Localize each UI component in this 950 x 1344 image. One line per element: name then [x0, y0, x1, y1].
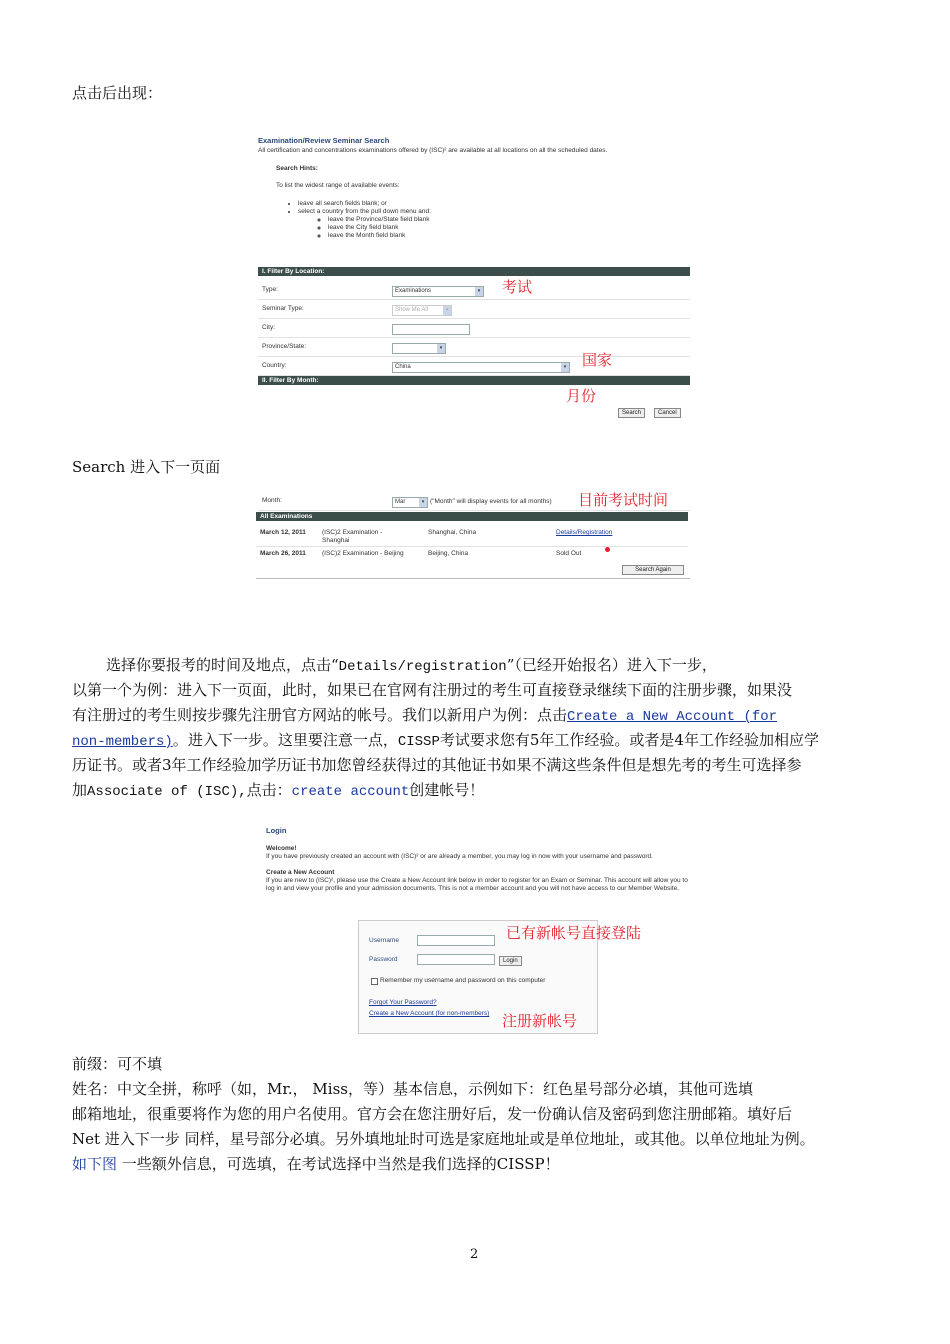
result-date: March 26, 2011 [260, 550, 306, 557]
login-title: Login [266, 826, 287, 835]
type-select[interactable]: Examinations ▾ [392, 286, 484, 297]
create-new-account-link[interactable]: Create a New Account (for non-members) [369, 1010, 490, 1017]
annotation-exam: 考试 [502, 278, 533, 296]
cancel-button[interactable]: Cancel [654, 408, 681, 418]
red-dot-marker [605, 547, 610, 552]
paragraph-line-2: 以第一个为例：进入下一页面，此时，如果已在官网有注册过的考生可直接登录继续下面的注册步骤，如果没 [72, 681, 793, 699]
result-location: Beijing, China [428, 550, 469, 557]
sub-hint-item: ◦ leave the City field blank [328, 224, 692, 232]
search-form-title: Examination/Review Seminar Search [258, 136, 390, 145]
prefix-line: 前缀：可不填 [72, 1055, 163, 1073]
search-hints-heading: Search Hints: [276, 165, 318, 172]
month-note: ("Month" will display events for all months) [430, 498, 552, 505]
hint-item: • leave all search fields blank; or [298, 200, 692, 208]
remember-checkbox[interactable] [371, 978, 378, 985]
seminar-type-select[interactable]: Show Me All ▾ [392, 305, 452, 316]
username-input[interactable] [417, 935, 495, 946]
results-header: All Examinations [256, 512, 688, 521]
chevron-down-icon: ▾ [561, 363, 569, 372]
results-screenshot [256, 512, 690, 579]
sub-hint-item: ◦ leave the Month field blank [328, 232, 692, 240]
figure-link[interactable]: 如下图 [72, 1155, 118, 1173]
email-line: 邮箱地址，很重要将作为您的用户名使用。官方会在您注册好后，发一份确认信及密码到您注册邮箱。填好后 [72, 1105, 793, 1123]
province-select[interactable] [392, 343, 446, 354]
chevron-down-icon: ▾ [419, 498, 427, 507]
extra-info-line: 如下图 一些额外信息，可选填，在考试选择中当然是我们选择的CISSP！ [72, 1155, 560, 1173]
forgot-password-link[interactable]: Forgot Your Password? [369, 999, 437, 1006]
search-button[interactable]: Search [618, 408, 645, 418]
paragraph-line-1: 选择你要报考的时间及地点，点击“Details/registration”（已经开始报名）进入下一步， [106, 656, 717, 675]
details-registration-link[interactable]: Details/Registration [556, 529, 613, 536]
hint-item: • select a country from the pull down menu and: [298, 208, 692, 216]
sold-out-status: Sold Out [556, 550, 582, 557]
create-account-link[interactable]: Create a New Account (for [567, 709, 778, 725]
paragraph-line-5: 历证书。或者3年工作经验加学历证书加您曾经获得过的其他证书如果不满这些条件但是想先考的考生可选择参 [72, 756, 802, 774]
search-next-text: Search 进入下一页面 [72, 458, 221, 476]
type-row: Type: Examinations ▾ [258, 281, 690, 300]
city-row: City: [258, 319, 690, 338]
search-form-subtitle: All certification and concentrations examinations offered by (ISC)² are available at all locations on all the scheduled dates. [258, 147, 608, 154]
login-box: Username Password Login Remember my username and password on this computer Forgot Your Password? Create a New Account (for non-members) [358, 920, 598, 1034]
create-account-link-cont[interactable]: non-members) [72, 734, 173, 750]
login-screenshot: Login Welcome! If you have previously created an account with (ISC)² or are already a member, you may log in now with your username and password. Create a New Account If you are new to (ISC)², please use the Create a New Account link below in order to register for an Exam or Seminar. This account will allow you to log in and view your profile and your admission documents. This is not a member account and you will not have access to our Member Website. Username Password Login Remember my username and password on this computer Forgot Your Password? Create a New Account (for non-members) [260, 826, 692, 1048]
annotation-login: 已有新帐号直接登陆 [506, 924, 642, 942]
paragraph-line-6: 加Associate of (ISC),点击：create account创建帐号！ [72, 781, 485, 800]
result-event: (ISC)2 Examination - Beijing [322, 550, 404, 557]
result-date: March 12, 2011 [260, 529, 306, 536]
name-line: 姓名：中文全拼，称呼（如，Mr.， Miss，等）基本信息，示例如下：红色星号部分必填，其他可选填 [72, 1080, 753, 1098]
filter-month-header: II. Filter By Month: [258, 376, 690, 385]
search-hints-intro: To list the widest range of available events: [276, 182, 400, 189]
annotation-country: 国家 [582, 351, 613, 369]
annotation-month: 月份 [566, 387, 597, 405]
chevron-down-icon: ▾ [475, 287, 483, 296]
search-again-button[interactable]: Search Again [622, 565, 684, 575]
result-location: Shanghai, China [428, 529, 477, 536]
login-button[interactable]: Login [499, 956, 522, 966]
month-select[interactable]: Mar ▾ [392, 497, 428, 508]
province-row: Province/State: ▾ [258, 338, 690, 357]
filter-location-header: I. Filter By Location: [258, 267, 690, 276]
city-input[interactable] [392, 324, 470, 335]
chevron-down-icon: ▾ [437, 344, 445, 353]
country-select[interactable]: China ▾ [392, 362, 570, 373]
next-line: Net 进入下一步 同样，星号部分必填。另外填地址时可选是家庭地址或是单位地址，或其他。以单位地址为例。 [72, 1130, 815, 1148]
intro-text: 点击后出现： [72, 84, 163, 102]
seminar-type-row: Seminar Type: Show Me All ▾ [258, 300, 690, 319]
paragraph-line-3: 有注册过的考生则按步骤先注册官方网站的帐号。我们以新用户为例：点击Create a New Account (for [72, 706, 778, 725]
sub-hint-item: ◦ leave the Province/State field blank [328, 216, 692, 224]
month-row: Month: Mar ▾ ("Month" will display events for all months) [258, 492, 690, 511]
result-event: (ISC)2 Examination - Shanghai [322, 529, 383, 544]
annotation-current-exam-time: 目前考试时间 [578, 491, 669, 509]
paragraph-line-4: non-members)。进入下一步。这里要注意一点，CISSP考试要求您有5年工作经验。或者是4年工作经验加相应学 [72, 731, 819, 750]
country-row: Country: China ▾ [258, 357, 690, 376]
password-input[interactable] [417, 954, 495, 965]
create-account-text[interactable]: create account [291, 784, 410, 800]
annotation-register: 注册新帐号 [502, 1012, 578, 1030]
chevron-down-icon: ▾ [443, 306, 451, 315]
page-number: 2 [470, 1247, 479, 1262]
